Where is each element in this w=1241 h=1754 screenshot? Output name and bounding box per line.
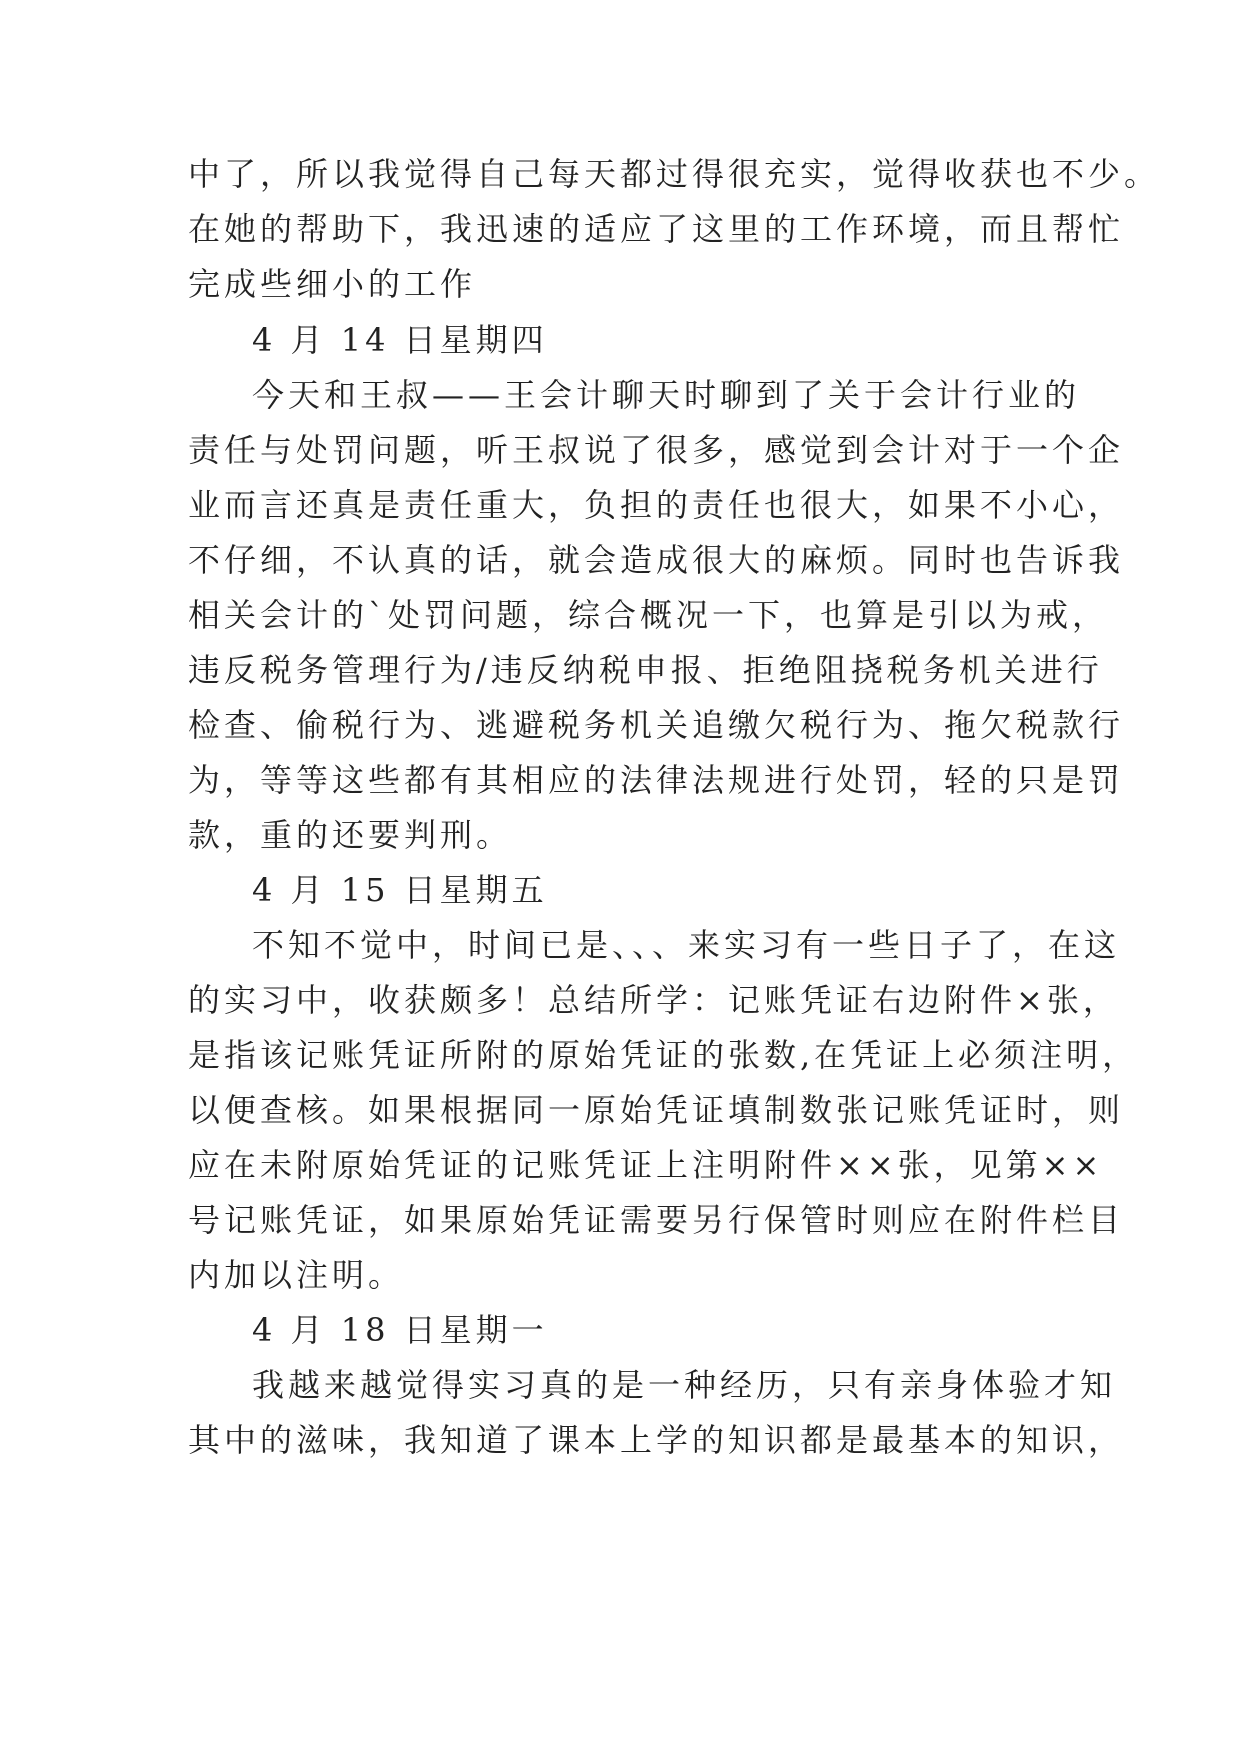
- paragraph-line: 内加以注明。: [188, 1256, 405, 1294]
- paragraph-line: 为，等等这些都有其相应的法律法规进行处罚，轻的只是罚: [188, 761, 1125, 799]
- paragraph-line: 我越来越觉得实习真的是一种经历，只有亲身体验才知: [252, 1366, 1117, 1404]
- paragraph-line: 中了，所以我觉得自己每天都过得很充实，觉得收获也不少。: [188, 155, 1161, 193]
- paragraph-line: 号记账凭证，如果原始凭证需要另行保管时则应在附件栏目: [188, 1201, 1125, 1239]
- date-heading: 4 月 15 日星期五: [252, 871, 548, 909]
- paragraph-line: 完成些细小的工作: [188, 265, 477, 303]
- paragraph-line: 相关会计的`处罚问题，综合概况一下，也算是引以为戒，: [188, 596, 1109, 634]
- paragraph-line: 以便查核。如果根据同一原始凭证填制数张记账凭证时，则: [188, 1091, 1125, 1129]
- paragraph-line: 不仔细，不认真的话，就会造成很大的麻烦。同时也告诉我: [188, 541, 1125, 579]
- paragraph-line: 不知不觉中，时间已是、、、来实习有一些日子了，在这: [252, 926, 1121, 964]
- paragraph-line: 在她的帮助下，我迅速的适应了这里的工作环境，而且帮忙: [188, 210, 1125, 248]
- date-heading: 4 月 14 日星期四: [252, 321, 548, 359]
- date-heading: 4 月 18 日星期一: [252, 1311, 548, 1349]
- paragraph-line: 是指该记账凭证所附的原始凭证的张数,在凭证上必须注明，: [188, 1036, 1139, 1074]
- paragraph-line: 其中的滋味，我知道了课本上学的知识都是最基本的知识，: [188, 1421, 1125, 1459]
- paragraph-line: 检查、偷税行为、逃避税务机关追缴欠税行为、拖欠税款行: [188, 706, 1125, 744]
- paragraph-line: 违反税务管理行为/违反纳税申报、拒绝阻挠税务机关进行: [188, 651, 1103, 689]
- paragraph-line: 今天和王叔——王会计聊天时聊到了关于会计行业的: [252, 376, 1081, 414]
- paragraph-line: 责任与处罚问题，听王叔说了很多，感觉到会计对于一个企: [188, 431, 1125, 469]
- paragraph-line: 的实习中，收获颇多！总结所学：记账凭证右边附件×张，: [188, 981, 1119, 1019]
- paragraph-line: 款，重的还要判刑。: [188, 816, 513, 854]
- paragraph-line: 业而言还真是责任重大，负担的责任也很大，如果不小心，: [188, 486, 1125, 524]
- paragraph-line: 应在未附原始凭证的记账凭证上注明附件××张，见第××: [188, 1146, 1104, 1184]
